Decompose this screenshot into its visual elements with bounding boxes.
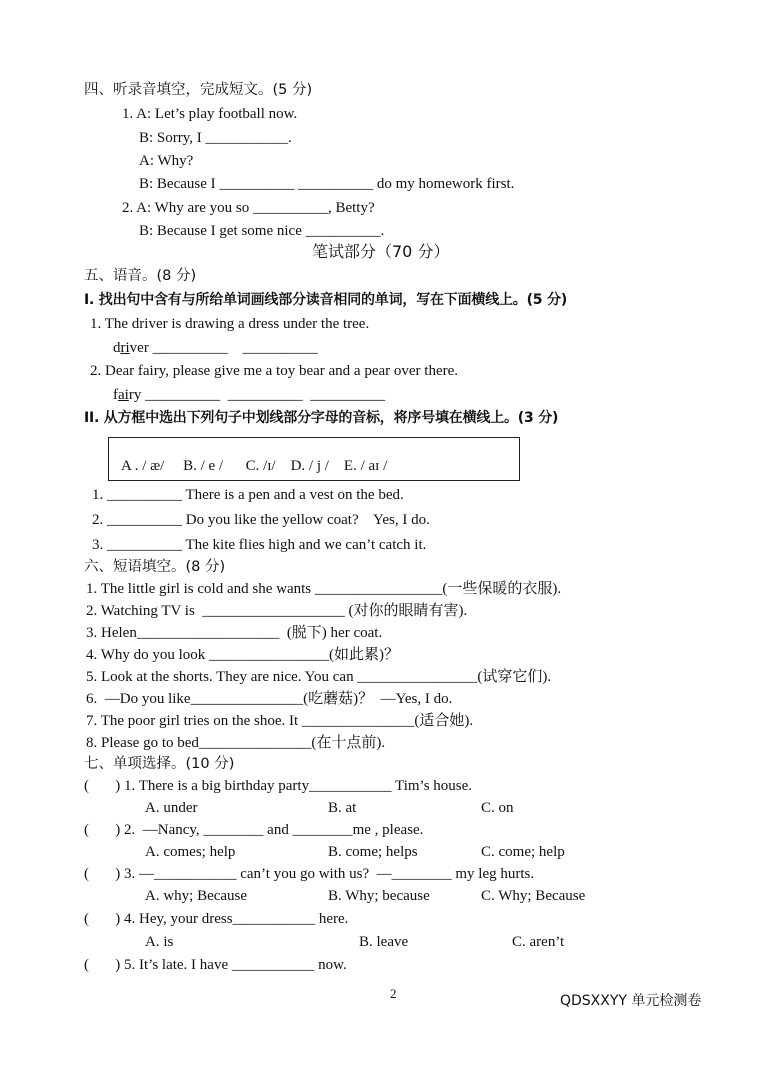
s6-line-4: 4. Why do you look ________________(如此累)？ [86, 647, 400, 663]
s5-q2: 2. Dear fairy, please give me a toy bear and a pear over there. [90, 363, 459, 379]
s4-line-3: A: Why? [139, 153, 194, 169]
s6-line-8: 8. Please go to bed_______________(在十点前). [86, 735, 386, 751]
s6-line-5: 5. Look at the shorts. They are nice. You can ________________(试穿它们). [86, 669, 552, 685]
s7-q3: ( ) 3. —___________ can’t you go with us? —________ my leg hurts. [84, 866, 535, 882]
s7-q1-option-b: B. at [328, 800, 357, 816]
section4-heading: 四、听录音填空，完成短文。(5 分) [84, 82, 313, 98]
s4-line-4: B: Because I __________ __________ do my homework first. [139, 176, 515, 192]
q1-word-suffix: ver [129, 340, 149, 356]
s5-q4: 2. __________ Do you like the yellow coat? Yes, I do. [92, 512, 430, 528]
s6-line-2: 2. Watching TV is ___________________ (对你的眼睛有害). [86, 603, 468, 619]
s5-q1-answer-line [113, 338, 318, 358]
s7-q4-option-c: C. aren’t [512, 934, 565, 950]
q1-word-prefix: d [113, 340, 121, 356]
s5-q3: 1. __________ There is a pen and a vest on the bed. [92, 487, 404, 503]
phonetic-options: A . / æ/ B. / e / C. /ɪ/ D. / j / E. / aɪ / [121, 458, 388, 474]
s4-line-2: B: Sorry, I ___________. [139, 130, 292, 146]
s6-line-7: 7. The poor girl tries on the shoe. It _______________(适合她). [86, 713, 474, 729]
s7-q2-option-c: C. come; help [481, 844, 565, 860]
page-number: 2 [390, 986, 397, 1001]
s5-q1: 1. The driver is drawing a dress under the tree. [90, 316, 370, 332]
s7-q1: ( ) 1. There is a big birthday party___________ Tim’s house. [84, 778, 473, 794]
s4-line-5: 2. A: Why are you so __________, Betty? [122, 200, 375, 216]
q1-blanks[interactable]: __________ __________ [152, 340, 318, 356]
s7-q3-option-a: A. why; Because [145, 888, 248, 904]
s6-line-3: 3. Helen___________________ (脱下) her coat. [86, 625, 383, 641]
footer-code: QDSXXYY 单元检测卷 [560, 993, 702, 1009]
s7-q1-option-a: A. under [145, 800, 198, 816]
s7-q2-option-b: B. come; helps [328, 844, 418, 860]
s6-line-6: 6. —Do you like_______________(吃蘑菇)？ —Yes, I do. [86, 691, 453, 707]
q2-blanks[interactable]: __________ __________ __________ [145, 387, 386, 403]
q1-word-underlined: ri [120, 340, 130, 356]
s7-q4-option-a: A. is [145, 934, 174, 950]
s5-q2-answer-line [113, 385, 385, 405]
s7-q3-option-c: C. Why; Because [481, 888, 586, 904]
s4-line-1: 1. A: Let’s play football now. [122, 106, 298, 122]
s7-q4: ( ) 4. Hey, your dress___________ here. [84, 911, 349, 927]
section5-part1-heading: I. 找出句中含有与所给单词画线部分读音相同的单词，写在下面横线上。(5 分) [84, 292, 568, 308]
s7-q4-option-b: B. leave [359, 934, 409, 950]
s4-line-6: B: Because I get some nice __________. [139, 223, 385, 239]
section7-heading: 七、单项选择。(10 分) [84, 756, 235, 772]
s7-q2-option-a: A. comes; help [145, 844, 236, 860]
section5-heading: 五、语音。(8 分) [84, 268, 197, 284]
q2-word-prefix: f [113, 387, 118, 403]
s7-q1-option-c: C. on [481, 800, 514, 816]
q2-word-underlined: ai [118, 387, 129, 403]
s7-q5: ( ) 5. It’s late. I have ___________ now. [84, 957, 347, 973]
written-part-title: 笔试部分（70 分） [312, 242, 450, 261]
s6-line-1: 1. The little girl is cold and she wants _________________(一些保暖的衣服). [86, 581, 562, 597]
section5-part2-heading: II. 从方框中选出下列句子中划线部分字母的音标，将序号填在横线上。(3 分) [84, 410, 559, 426]
s5-q5: 3. __________ The kite flies high and we can’t catch it. [92, 537, 427, 553]
s7-q3-option-b: B. Why; because [328, 888, 430, 904]
phonetic-options-box [108, 437, 520, 481]
section6-heading: 六、短语填空。(8 分) [84, 559, 226, 575]
s7-q2: ( ) 2. —Nancy, ________ and ________me , please. [84, 822, 424, 838]
q2-word-suffix: ry [128, 387, 142, 403]
